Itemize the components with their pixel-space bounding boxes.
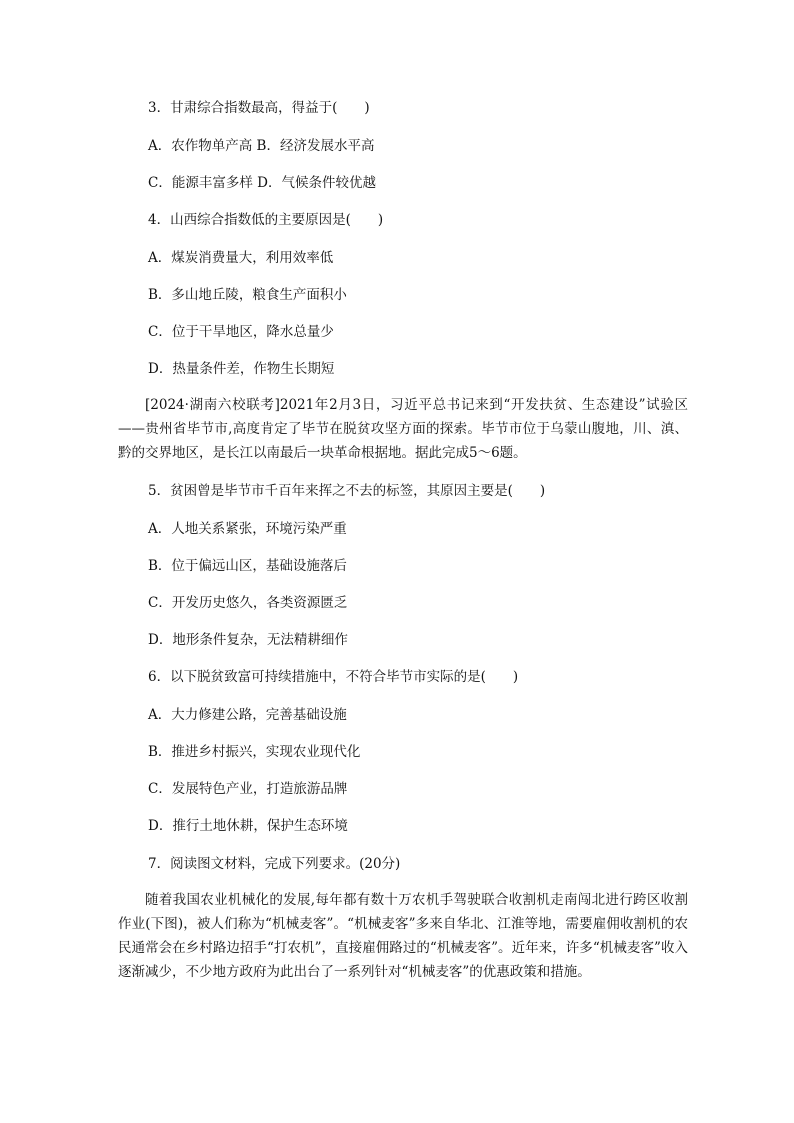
question-3-options-cd: C．能源丰富多样 D．气候条件较优越	[148, 175, 376, 191]
question-4-option-a: A．煤炭消费量大，利用效率低	[148, 250, 334, 266]
passage-bijie: [2024·湖南六校联考]2021年2月3日，习近平总书记来到“开发扶贫、生态建设”试验区——贵州省毕节市,高度肯定了毕节在脱贫攻坚方面的探索。毕节市位于乌蒙山腹地，川、滇、黔的交界地区，是长江以南最后一块革命根据地。据此完成5～6题。	[118, 397, 688, 461]
question-6-option-c: C．发展特色产业，打造旅游品牌	[148, 781, 348, 797]
question-3-stem: 3．甘肃综合指数最高，得益于( )	[148, 100, 370, 116]
question-5-option-a: A．人地关系紧张，环境污染严重	[148, 521, 347, 537]
question-4-option-b: B．多山地丘陵，粮食生产面积小	[148, 287, 347, 303]
question-3-options-ab: A．农作物单产高 B．经济发展水平高	[148, 138, 375, 154]
question-7-stem: 7．阅读图文材料，完成下列要求。(20分)	[148, 856, 401, 872]
question-6-option-a: A．大力修建公路，完善基础设施	[148, 707, 347, 723]
question-4-stem: 4．山西综合指数低的主要原因是( )	[148, 212, 384, 228]
passage-machine-harvesters: 随着我国农业机械化的发展,每年都有数十万农机手驾驶联合收割机走南闯北进行跨区收割作业(下图)，被人们称为“机械麦客”。“机械麦客”多来自华北、江淮等地，需要雇佣收割机的农民通常会在乡村路边招手“打农机”，直接雇佣路过的“机械麦客”。近年来，许多“机械麦客”收入逐渐减少，不少地方政府为此出台了一系列针对“机械麦客”的优惠政策和措施。	[118, 892, 688, 980]
question-5-option-b: B．位于偏远山区，基础设施落后	[148, 558, 347, 574]
question-5-option-d: D．地形条件复杂，无法精耕细作	[148, 632, 348, 648]
question-5-option-c: C．开发历史悠久，各类资源匮乏	[148, 595, 348, 611]
question-6-option-d: D．推行土地休耕，保护生态环境	[148, 818, 348, 834]
question-5-stem: 5．贫困曾是毕节市千百年来挥之不去的标签，其原因主要是( )	[148, 483, 546, 499]
question-4-option-c: C．位于干旱地区，降水总量少	[148, 324, 334, 340]
question-6-stem: 6．以下脱贫致富可持续措施中，不符合毕节市实际的是( )	[148, 669, 519, 685]
question-6-option-b: B．推进乡村振兴，实现农业现代化	[148, 744, 361, 760]
question-4-option-d: D．热量条件差，作物生长期短	[148, 361, 335, 377]
